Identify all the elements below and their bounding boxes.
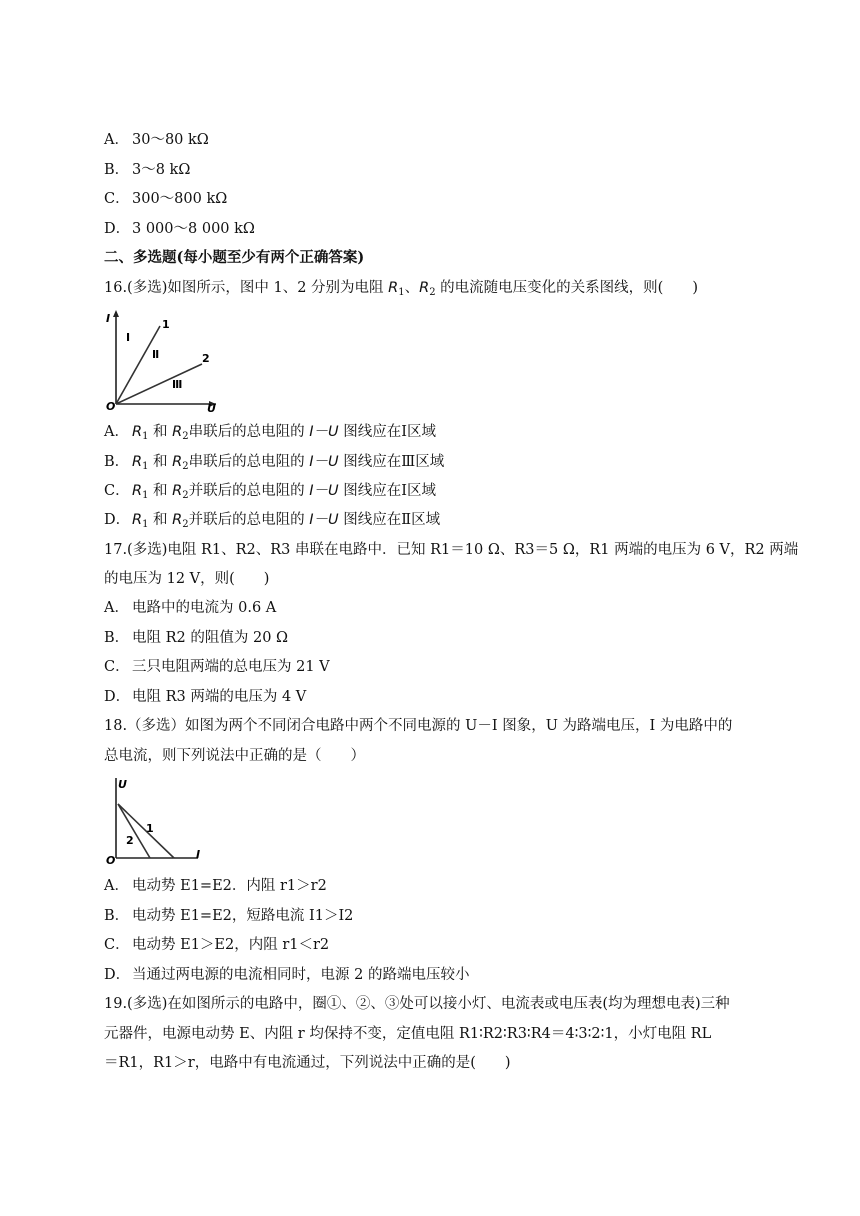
q16-option-d: D． $R_1$ 和 $R_2$并联后的总电阻的 I－U 图线应在Ⅱ区域 bbox=[104, 512, 441, 530]
q16-line-2 bbox=[116, 364, 202, 404]
q17-stem-line-1: 17.(多选)电阻 R1、R2、R3 串联在电路中．已知 R1＝10 Ω、R3＝5 Ω，R1 两端的电压为 6 V，R2 两端 bbox=[104, 542, 799, 558]
q18-option-d: D． 当通过两电源的电流相同时，电源 2 的路端电压较小 bbox=[104, 967, 470, 983]
q17-option-c: C． 三只电阻两端的总电压为 21 V bbox=[104, 659, 330, 675]
q18-option-b: B． 电动势 E1=E2，短路电流 I1＞I2 bbox=[104, 908, 354, 924]
origin-label: O bbox=[106, 854, 116, 866]
q19-stem-line-3: ＝R1，R1＞r，电路中有电流通过，下列说法中正确的是( ) bbox=[104, 1055, 511, 1071]
q17-stem-line-2: 的电压为 12 V，则( ) bbox=[104, 571, 270, 587]
q16-option-c: C． $R_1$ 和 $R_2$并联后的总电阻的 I－U 图线应在Ⅰ区域 bbox=[104, 483, 436, 501]
x-axis-label: U bbox=[207, 402, 216, 414]
q17-option-b: B． 电阻 R2 的阻值为 20 Ω bbox=[104, 630, 289, 646]
q19-stem-line-2: 元器件，电源电动势 E、内阻 r 均保持不变，定值电阻 R1∶R2∶R3∶R4＝4∶3∶2∶1，小灯电阻 RL bbox=[104, 1026, 712, 1042]
q15-option-b: B． 3～8 kΩ bbox=[104, 162, 191, 178]
q16-option-b: B． $R_1$ 和 $R_2$串联后的总电阻的 I－U 图线应在Ⅲ区域 bbox=[104, 454, 445, 472]
q18-stem-line-1: 18.（多选）如图为两个不同闭合电路中两个不同电源的 U－I 图象，U 为路端电压，I 为电路中的 bbox=[104, 718, 733, 734]
q17-option-a: A． 电路中的电流为 0.6 A bbox=[104, 600, 277, 616]
section-heading: 二、多选题(每小题至少有两个正确答案) bbox=[104, 249, 365, 266]
y-axis-arrow bbox=[113, 310, 119, 317]
y-axis-label: U bbox=[118, 778, 127, 791]
q15-option-c: C． 300～800 kΩ bbox=[104, 191, 228, 207]
q15-option-a: A． 30～80 kΩ bbox=[104, 132, 209, 148]
line-2-label: 2 bbox=[126, 834, 134, 847]
region-1-label: Ⅰ bbox=[126, 331, 131, 344]
x-axis-label: I bbox=[196, 848, 201, 861]
line-1-label: 1 bbox=[162, 318, 170, 331]
line-1-label: 1 bbox=[146, 822, 154, 835]
y-axis-label: I bbox=[106, 312, 111, 325]
q16-option-a: A． $R_1$ 和 $R_2$串联后的总电阻的 I－U 图线应在Ⅰ区域 bbox=[104, 424, 436, 442]
q16-stem: 16.(多选)如图所示，图中 1、2 分别为电阻 $R_1$、$R_2$ 的电流随电压变化的关系图线，则( ) bbox=[104, 280, 698, 298]
origin-label: O bbox=[106, 400, 116, 413]
q18-option-c: C． 电动势 E1＞E2，内阻 r1＜r2 bbox=[104, 937, 330, 953]
region-3-label: Ⅲ bbox=[172, 378, 183, 391]
q18-option-a: A． 电动势 E1=E2．内阻 r1＞r2 bbox=[104, 878, 327, 894]
q18-figure bbox=[104, 774, 206, 866]
q15-option-d: D． 3 000～8 000 kΩ bbox=[104, 221, 255, 237]
q16-line-1 bbox=[116, 326, 160, 404]
region-2-label: Ⅱ bbox=[152, 348, 160, 361]
q16-figure bbox=[104, 306, 222, 414]
line-2-label: 2 bbox=[202, 352, 210, 365]
q19-stem-line-1: 19.(多选)在如图所示的电路中，圈①、②、③处可以接小灯、电流表或电压表(均为理想电表)三种 bbox=[104, 996, 730, 1012]
q17-option-d: D． 电阻 R3 两端的电压为 4 V bbox=[104, 689, 307, 705]
q18-stem-line-2: 总电流，则下列说法中正确的是（ ） bbox=[104, 748, 365, 764]
